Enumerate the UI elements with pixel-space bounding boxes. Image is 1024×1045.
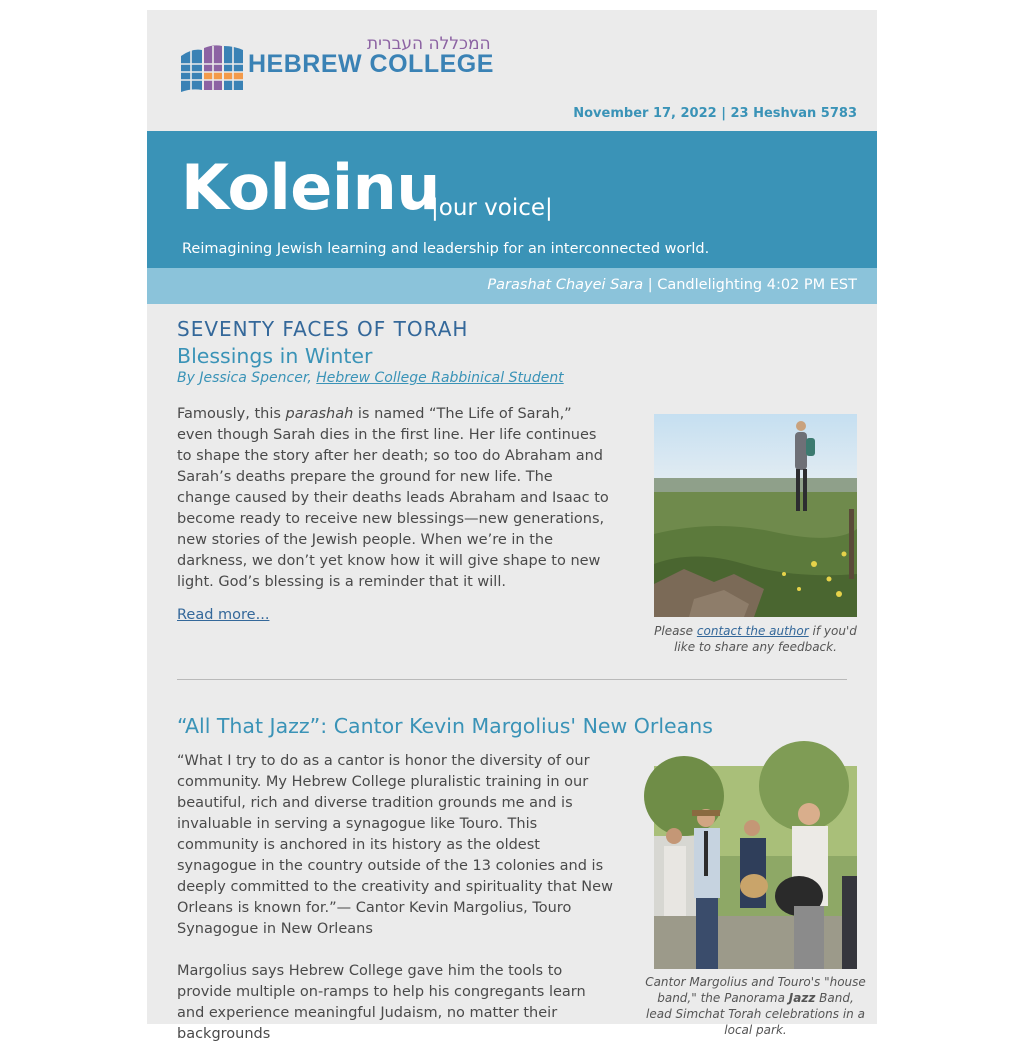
logo-hebrew-text: המכללה העברית <box>367 34 491 54</box>
caption-text: Band, lead Simchat Torah celebrations in a local park. <box>646 991 865 1037</box>
article-body <box>177 404 609 593</box>
article-photo-hiker[interactable] <box>654 414 857 617</box>
jazz-band-image <box>654 766 857 969</box>
masthead-tagline: Reimagining Jewish learning and leadership for an interconnected world. <box>182 241 710 257</box>
section-kicker: SEVENTY FACES OF TORAH <box>177 317 469 341</box>
article-byline <box>177 370 564 386</box>
byline-author: By Jessica Spencer, <box>177 370 312 386</box>
section-divider <box>177 679 847 680</box>
newsletter <box>147 10 877 1042</box>
hiker-landscape-image <box>654 414 857 617</box>
article-paragraph: Margolius says Hebrew College gave him the tools to provide multiple on-ramps to help his congregants learn and experience meaningful Judaism, no matter their backgrounds <box>177 963 586 1042</box>
caption-text: Please <box>654 624 694 638</box>
photo-caption-feedback <box>644 623 867 655</box>
read-more-link[interactable]: Read more... <box>177 607 270 623</box>
body-text-part: is named “The Life of Sarah,” even though Sarah dies in the first line. Her life continues to shape the story after her death; so too do Abraham and Sarah’s deaths prepare the ground for new life. The change caused by their deaths leads Abraham and Isaac to become ready to receive new blessings—new generations, new stories of the Jewish people. When we’re in the darkness, we don’t yet know how it will give shape to new light. God’s blessing is a reminder that it will. <box>177 406 609 590</box>
logo-name-text: HEBREW COLLEGE <box>248 50 494 78</box>
issue-date: November 17, 2022 | 23 Heshvan 5783 <box>573 106 857 121</box>
article-quote: “What I try to do as a cantor is honor the diversity of our community. My Hebrew College pluralistic training in our beautiful, rich and diverse tradition grounds me and is invaluable in serving a synagogue like Touro. This community is anchored in its history as the oldest synagogue in the country outside of the 13 colonies and is deeply committed to the creativity and spirituality that New Orleans is known for.”— Cantor Kevin Margolius, Touro Synagogue in New Orleans <box>177 753 613 937</box>
masthead-banner <box>147 131 877 268</box>
body-text-part: Famously, this <box>177 406 286 422</box>
masthead-title: Koleinu <box>181 151 440 224</box>
candlelighting-time: | Candlelighting 4:02 PM EST <box>647 277 857 293</box>
parashah-name: Parashat Chayei Sara <box>487 277 644 293</box>
article-title[interactable]: Blessings in Winter <box>177 344 373 368</box>
photo-caption-band <box>644 974 867 1038</box>
contact-author-link[interactable]: contact the author <box>696 624 809 638</box>
caption-text: Cantor Margolius and Touro's "house band," the Panorama <box>645 975 866 1005</box>
masthead-subtitle: |our voice| <box>431 195 553 221</box>
caption-text: if you'd like to share any feedback. <box>674 624 857 654</box>
parashah-bar <box>147 268 877 304</box>
caption-bold-text: Jazz <box>788 991 816 1005</box>
body-text-emphasis: parashah <box>285 406 354 422</box>
hebrew-college-logo[interactable] <box>180 34 494 94</box>
article-photo-band[interactable] <box>654 766 857 969</box>
article-title-jazz[interactable]: “All That Jazz”: Cantor Kevin Margolius' New Orleans <box>177 714 713 738</box>
byline-link[interactable]: Hebrew College Rabbinical Student <box>316 370 564 386</box>
logo-mark-icon <box>180 42 244 92</box>
